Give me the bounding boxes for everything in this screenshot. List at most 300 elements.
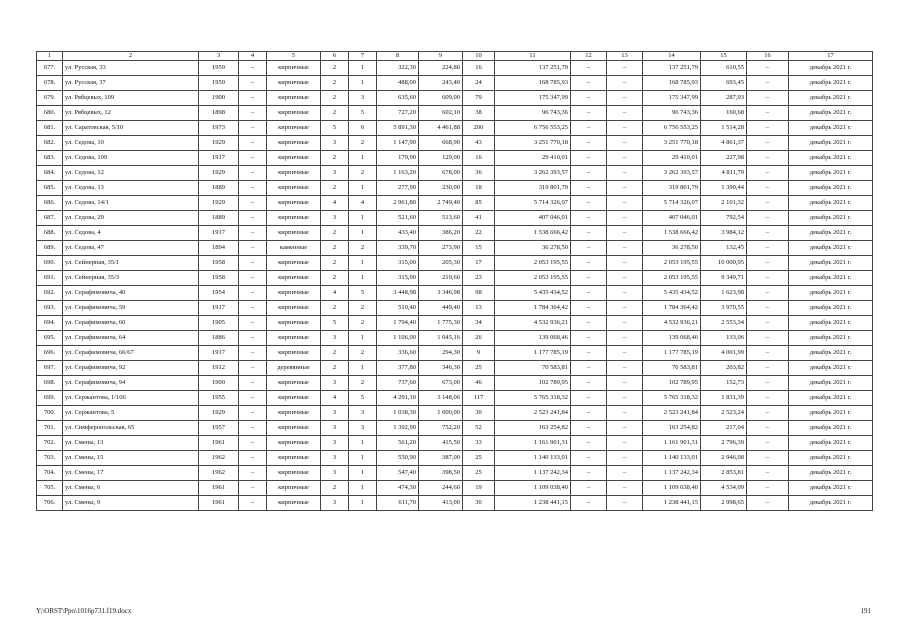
table-cell: –	[747, 181, 789, 196]
table-cell: 1	[349, 151, 377, 166]
table-cell: 34	[463, 316, 495, 331]
table-cell: ул. Смены, 15	[63, 451, 199, 466]
table-cell: 3 251 770,18	[643, 136, 701, 151]
table-cell: –	[747, 481, 789, 496]
table-cell: 3	[349, 91, 377, 106]
table-cell: кирпичные	[267, 106, 321, 121]
table-cell: 1 147,90	[377, 136, 419, 151]
table-cell: 4	[349, 196, 377, 211]
table-cell: –	[571, 241, 607, 256]
table-cell: 635,60	[377, 91, 419, 106]
table-cell: 1 784 364,42	[495, 301, 571, 316]
table-cell: 26	[463, 331, 495, 346]
table-cell: декабрь 2021 г.	[789, 316, 873, 331]
table-cell: кирпичные	[267, 301, 321, 316]
table-row	[37, 76, 873, 91]
table-cell: 3	[321, 331, 349, 346]
table-cell: 175 347,99	[495, 91, 571, 106]
table-cell: –	[747, 241, 789, 256]
table-cell: 2	[321, 361, 349, 376]
table-cell: –	[747, 271, 789, 286]
table-cell: –	[607, 301, 643, 316]
table-cell: 1917	[199, 301, 239, 316]
table-cell: 1962	[199, 466, 239, 481]
table-cell: 752,20	[419, 421, 463, 436]
table-cell: 1 161 901,31	[643, 436, 701, 451]
table-cell: 5 714 326,07	[643, 196, 701, 211]
table-cell: 696.	[37, 346, 63, 361]
table-row	[37, 481, 873, 496]
table-cell: декабрь 2021 г.	[789, 391, 873, 406]
table-cell: декабрь 2021 г.	[789, 361, 873, 376]
table-cell: 3	[321, 451, 349, 466]
table-cell: 704.	[37, 466, 63, 481]
table-cell: декабрь 2021 г.	[789, 166, 873, 181]
table-cell: –	[239, 286, 267, 301]
table-cell: –	[747, 496, 789, 511]
table-cell: –	[239, 376, 267, 391]
table-cell: 336,60	[377, 346, 419, 361]
table-cell: 1	[349, 466, 377, 481]
table-row	[37, 466, 873, 481]
table-cell: ул. Сержантова, 1/106	[63, 391, 199, 406]
table-cell: –	[239, 496, 267, 511]
table-cell: декабрь 2021 г.	[789, 256, 873, 271]
table-cell: декабрь 2021 г.	[789, 76, 873, 91]
table-cell: кирпичные	[267, 121, 321, 136]
table-cell: –	[747, 76, 789, 91]
table-cell: 684.	[37, 166, 63, 181]
table-cell: –	[747, 466, 789, 481]
table-cell: 322,30	[377, 61, 419, 76]
table-cell: 5 435 434,52	[495, 286, 571, 301]
table-cell: –	[571, 346, 607, 361]
table-cell: 1929	[199, 196, 239, 211]
table-cell: декабрь 2021 г.	[789, 121, 873, 136]
header-cell: 12	[571, 52, 607, 61]
table-cell: –	[571, 481, 607, 496]
table-cell: кирпичные	[267, 151, 321, 166]
table-cell: –	[571, 211, 607, 226]
table-cell: –	[571, 76, 607, 91]
header-cell: 10	[463, 52, 495, 61]
table-cell: 163 254,82	[643, 421, 701, 436]
table-cell: –	[607, 76, 643, 91]
table-cell: 2 749,40	[419, 196, 463, 211]
table-cell: 168 785,93	[643, 76, 701, 91]
table-cell: 129,00	[419, 151, 463, 166]
table-cell: –	[571, 316, 607, 331]
table-cell: 2	[349, 136, 377, 151]
table-cell: 407 046,01	[495, 211, 571, 226]
table-cell: –	[747, 331, 789, 346]
table-cell: –	[607, 331, 643, 346]
table-cell: –	[607, 241, 643, 256]
table-cell: 4	[321, 391, 349, 406]
table-cell: кирпичные	[267, 421, 321, 436]
table-cell: –	[607, 166, 643, 181]
table-cell: 2	[321, 61, 349, 76]
table-cell: декабрь 2021 г.	[789, 181, 873, 196]
table-cell: кирпичные	[267, 496, 321, 511]
table-cell: ул. Серафимовича, 92	[63, 361, 199, 376]
table-cell: кирпичные	[267, 286, 321, 301]
table-cell: 117	[463, 391, 495, 406]
table-cell: 315,00	[377, 256, 419, 271]
table-cell: 1955	[199, 391, 239, 406]
table-cell: 1961	[199, 481, 239, 496]
table-cell: 705.	[37, 481, 63, 496]
table-cell: –	[607, 61, 643, 76]
table-row	[37, 166, 873, 181]
table-cell: 4 532 936,21	[643, 316, 701, 331]
table-cell: 689.	[37, 241, 63, 256]
table-cell: 10 000,95	[701, 256, 747, 271]
table-cell: 2	[349, 346, 377, 361]
table-cell: 610,55	[701, 61, 747, 76]
table-cell: 2	[321, 151, 349, 166]
table-cell: 4	[321, 196, 349, 211]
table-cell: 79	[463, 91, 495, 106]
table-cell: 3 984,12	[701, 226, 747, 241]
table-cell: –	[239, 106, 267, 121]
table-cell: 1973	[199, 121, 239, 136]
table-cell: 29 410,01	[643, 151, 701, 166]
table-cell: –	[239, 76, 267, 91]
table-cell: 16	[463, 151, 495, 166]
table-cell: 3	[321, 496, 349, 511]
table-cell: 1959	[199, 76, 239, 91]
table-cell: –	[239, 271, 267, 286]
table-cell: 2	[349, 241, 377, 256]
table-cell: 1	[349, 361, 377, 376]
table-cell: 25	[463, 451, 495, 466]
table-cell: –	[607, 286, 643, 301]
table-cell: 706.	[37, 496, 63, 511]
table-cell: 687.	[37, 211, 63, 226]
table-cell: 5	[349, 286, 377, 301]
table-cell: 413,00	[419, 496, 463, 511]
table-cell: 1889	[199, 211, 239, 226]
table-cell: 1 784 364,42	[643, 301, 701, 316]
table-cell: 2	[321, 271, 349, 286]
table-cell: 137 251,79	[643, 61, 701, 76]
table-cell: 1 514,28	[701, 121, 747, 136]
table-cell: 205,30	[419, 256, 463, 271]
table-cell: 3	[321, 436, 349, 451]
table-cell: 3 448,98	[377, 286, 419, 301]
table-cell: 24	[463, 76, 495, 91]
table-cell: 30	[463, 406, 495, 421]
table-cell: 2 101,32	[701, 196, 747, 211]
table-cell: кирпичные	[267, 331, 321, 346]
table-cell: 319 801,79	[643, 181, 701, 196]
table-cell: –	[747, 166, 789, 181]
table-cell: 2	[349, 316, 377, 331]
table-cell: –	[239, 241, 267, 256]
table-cell: 17	[463, 256, 495, 271]
table-cell: 1929	[199, 166, 239, 181]
table-cell: 1 177 785,19	[495, 346, 571, 361]
table-cell: кирпичные	[267, 436, 321, 451]
table-cell: 407 046,01	[643, 211, 701, 226]
table-cell: 36	[463, 166, 495, 181]
table-cell: 433,40	[377, 226, 419, 241]
table-body	[37, 52, 873, 511]
table-cell: 1958	[199, 256, 239, 271]
table-cell: 1917	[199, 346, 239, 361]
table-cell: 678,00	[419, 166, 463, 181]
table-cell: декабрь 2021 г.	[789, 436, 873, 451]
table-row	[37, 61, 873, 76]
table-cell: ул. Серафимовича, 40	[63, 286, 199, 301]
table-cell: –	[607, 226, 643, 241]
table-cell: 1 794,40	[377, 316, 419, 331]
header-row	[37, 52, 873, 61]
table-cell: декабрь 2021 г.	[789, 196, 873, 211]
table-cell: декабрь 2021 г.	[789, 376, 873, 391]
table-cell: 2	[321, 241, 349, 256]
header-cell: 6	[321, 52, 349, 61]
table-cell: ул. Сержантова, 5	[63, 406, 199, 421]
table-cell: 2	[349, 301, 377, 316]
table-row	[37, 241, 873, 256]
table-cell: 695.	[37, 331, 63, 346]
table-cell: ул. Саратовская, 5/10	[63, 121, 199, 136]
table-cell: –	[571, 136, 607, 151]
table-cell: –	[571, 286, 607, 301]
header-cell: 7	[349, 52, 377, 61]
table-cell: ул. Седова, 47	[63, 241, 199, 256]
table-cell: 5 765 318,32	[495, 391, 571, 406]
table-cell: 3 251 770,18	[495, 136, 571, 151]
table-cell: –	[239, 391, 267, 406]
table-cell: 510,40	[377, 301, 419, 316]
table-cell: 547,40	[377, 466, 419, 481]
table-cell: декабрь 2021 г.	[789, 286, 873, 301]
table-cell: 5	[349, 391, 377, 406]
table-cell: –	[571, 451, 607, 466]
table-cell: 1 775,30	[419, 316, 463, 331]
table-cell: –	[747, 391, 789, 406]
table-cell: 686.	[37, 196, 63, 211]
table-cell: 387,00	[419, 451, 463, 466]
table-cell: декабрь 2021 г.	[789, 421, 873, 436]
table-row	[37, 121, 873, 136]
table-cell: 2	[321, 301, 349, 316]
table-cell: –	[239, 466, 267, 481]
table-cell: 3	[321, 211, 349, 226]
table-cell: –	[571, 496, 607, 511]
table-cell: 219,60	[419, 271, 463, 286]
table-cell: 3	[321, 136, 349, 151]
table-cell: 1961	[199, 496, 239, 511]
table-cell: 3 262 393,57	[495, 166, 571, 181]
table-cell: 4 001,99	[701, 346, 747, 361]
table-cell: –	[571, 361, 607, 376]
table-cell: 1900	[199, 91, 239, 106]
table-cell: –	[571, 196, 607, 211]
table-cell: 679.	[37, 91, 63, 106]
table-cell: 702.	[37, 436, 63, 451]
table-cell: 5 765 318,32	[643, 391, 701, 406]
table-cell: 15	[463, 241, 495, 256]
table-cell: –	[571, 391, 607, 406]
table-cell: 1 140 133,01	[643, 451, 701, 466]
table-cell: –	[747, 136, 789, 151]
table-cell: 139 068,46	[495, 331, 571, 346]
table-cell: 2	[349, 376, 377, 391]
table-cell: 175 347,99	[643, 91, 701, 106]
table-cell: –	[571, 226, 607, 241]
table-cell: 737,60	[377, 376, 419, 391]
table-cell: –	[607, 211, 643, 226]
table-cell: –	[571, 271, 607, 286]
table-cell: 29 410,01	[495, 151, 571, 166]
header-cell: 1	[37, 52, 63, 61]
table-cell: –	[607, 271, 643, 286]
table-cell: –	[747, 376, 789, 391]
table-cell: 682.	[37, 136, 63, 151]
table-cell: –	[607, 481, 643, 496]
table-cell: 1 109 038,40	[495, 481, 571, 496]
housing-register-table	[36, 51, 873, 511]
table-cell: кирпичные	[267, 166, 321, 181]
page-number: 191	[860, 607, 871, 615]
table-cell: 694.	[37, 316, 63, 331]
table-cell: 693,45	[701, 76, 747, 91]
table-row	[37, 226, 873, 241]
table-cell: –	[607, 436, 643, 451]
table-cell: ул. Серафимовича, 94	[63, 376, 199, 391]
table-cell: 70 583,81	[643, 361, 701, 376]
table-cell: –	[747, 91, 789, 106]
table-cell: 6	[349, 121, 377, 136]
table-cell: –	[239, 91, 267, 106]
table-cell: 3	[321, 466, 349, 481]
table-cell: –	[239, 301, 267, 316]
table-cell: 1957	[199, 421, 239, 436]
table-cell: 5	[321, 121, 349, 136]
table-cell: 1 140 133,01	[495, 451, 571, 466]
table-cell: 2	[321, 226, 349, 241]
table-cell: декабрь 2021 г.	[789, 271, 873, 286]
table-cell: 2 053 195,55	[495, 256, 571, 271]
table-cell: –	[239, 61, 267, 76]
table-cell: ул. Рябцевых, 109	[63, 91, 199, 106]
table-cell: ул. Сейнерная, 35/1	[63, 256, 199, 271]
table-row	[37, 451, 873, 466]
table-cell: 609,00	[419, 91, 463, 106]
table-cell: 9	[463, 346, 495, 361]
table-cell: декабрь 2021 г.	[789, 211, 873, 226]
table-cell: 6 756 553,25	[643, 121, 701, 136]
table-cell: ул. Смены, 13	[63, 436, 199, 451]
table-cell: ул. Седова, 109	[63, 151, 199, 166]
table-cell: –	[747, 406, 789, 421]
table-cell: –	[747, 361, 789, 376]
table-cell: 217,04	[701, 421, 747, 436]
header-cell: 4	[239, 52, 267, 61]
table-cell: –	[239, 331, 267, 346]
file-path: Y:\ORST\Ppo\1016p731.f19.docx	[36, 607, 132, 615]
table-cell: 1 000,00	[419, 406, 463, 421]
table-cell: 677.	[37, 61, 63, 76]
table-cell: 152,73	[701, 376, 747, 391]
table-cell: 4 811,79	[701, 166, 747, 181]
table-cell: 488,00	[377, 76, 419, 91]
table-cell: 1	[349, 451, 377, 466]
table-cell: 2	[321, 481, 349, 496]
table-cell: 1886	[199, 331, 239, 346]
header-cell: 9	[419, 52, 463, 61]
table-cell: 3 346,98	[419, 286, 463, 301]
table-cell: 163 254,82	[495, 421, 571, 436]
table-cell: 1898	[199, 106, 239, 121]
table-row	[37, 91, 873, 106]
table-cell: 701.	[37, 421, 63, 436]
table-cell: –	[747, 286, 789, 301]
table-cell: 319 801,79	[495, 181, 571, 196]
table-cell: 1 538 666,42	[643, 226, 701, 241]
table-cell: 1 045,16	[419, 331, 463, 346]
table-cell: декабрь 2021 г.	[789, 346, 873, 361]
table-cell: 33	[463, 436, 495, 451]
table-cell: 550,90	[377, 451, 419, 466]
table-cell: 685.	[37, 181, 63, 196]
table-cell: 703.	[37, 451, 63, 466]
table-cell: 139 068,46	[643, 331, 701, 346]
table-cell: –	[607, 496, 643, 511]
table-cell: 25	[463, 361, 495, 376]
table-cell: –	[239, 316, 267, 331]
table-cell: –	[607, 391, 643, 406]
table-row	[37, 391, 873, 406]
table-cell: 415,50	[419, 436, 463, 451]
table-cell: кирпичные	[267, 391, 321, 406]
table-cell: ул. Седова, 12	[63, 166, 199, 181]
table-cell: –	[239, 406, 267, 421]
table-cell: кирпичные	[267, 481, 321, 496]
table-cell: кирпичные	[267, 271, 321, 286]
table-cell: –	[571, 376, 607, 391]
table-cell: кирпичные	[267, 346, 321, 361]
table-cell: 41	[463, 211, 495, 226]
table-cell: кирпичные	[267, 466, 321, 481]
table-cell: кирпичные	[267, 136, 321, 151]
table-cell: 2 853,81	[701, 466, 747, 481]
table-cell: декабрь 2021 г.	[789, 301, 873, 316]
table-cell: декабрь 2021 г.	[789, 151, 873, 166]
table-cell: 2 961,80	[377, 196, 419, 211]
register-document	[36, 51, 872, 511]
table-cell: 6 756 553,25	[495, 121, 571, 136]
table-cell: 678.	[37, 76, 63, 91]
table-cell: –	[747, 226, 789, 241]
table-row	[37, 436, 873, 451]
table-cell: 602,10	[419, 106, 463, 121]
table-cell: –	[239, 121, 267, 136]
table-cell: 2	[321, 256, 349, 271]
table-cell: 36 278,50	[495, 241, 571, 256]
table-cell: 5	[321, 316, 349, 331]
table-cell: деревянные	[267, 361, 321, 376]
table-row	[37, 211, 873, 226]
table-cell: –	[607, 406, 643, 421]
table-cell: 1959	[199, 61, 239, 76]
table-cell: 683.	[37, 151, 63, 166]
table-row	[37, 496, 873, 511]
